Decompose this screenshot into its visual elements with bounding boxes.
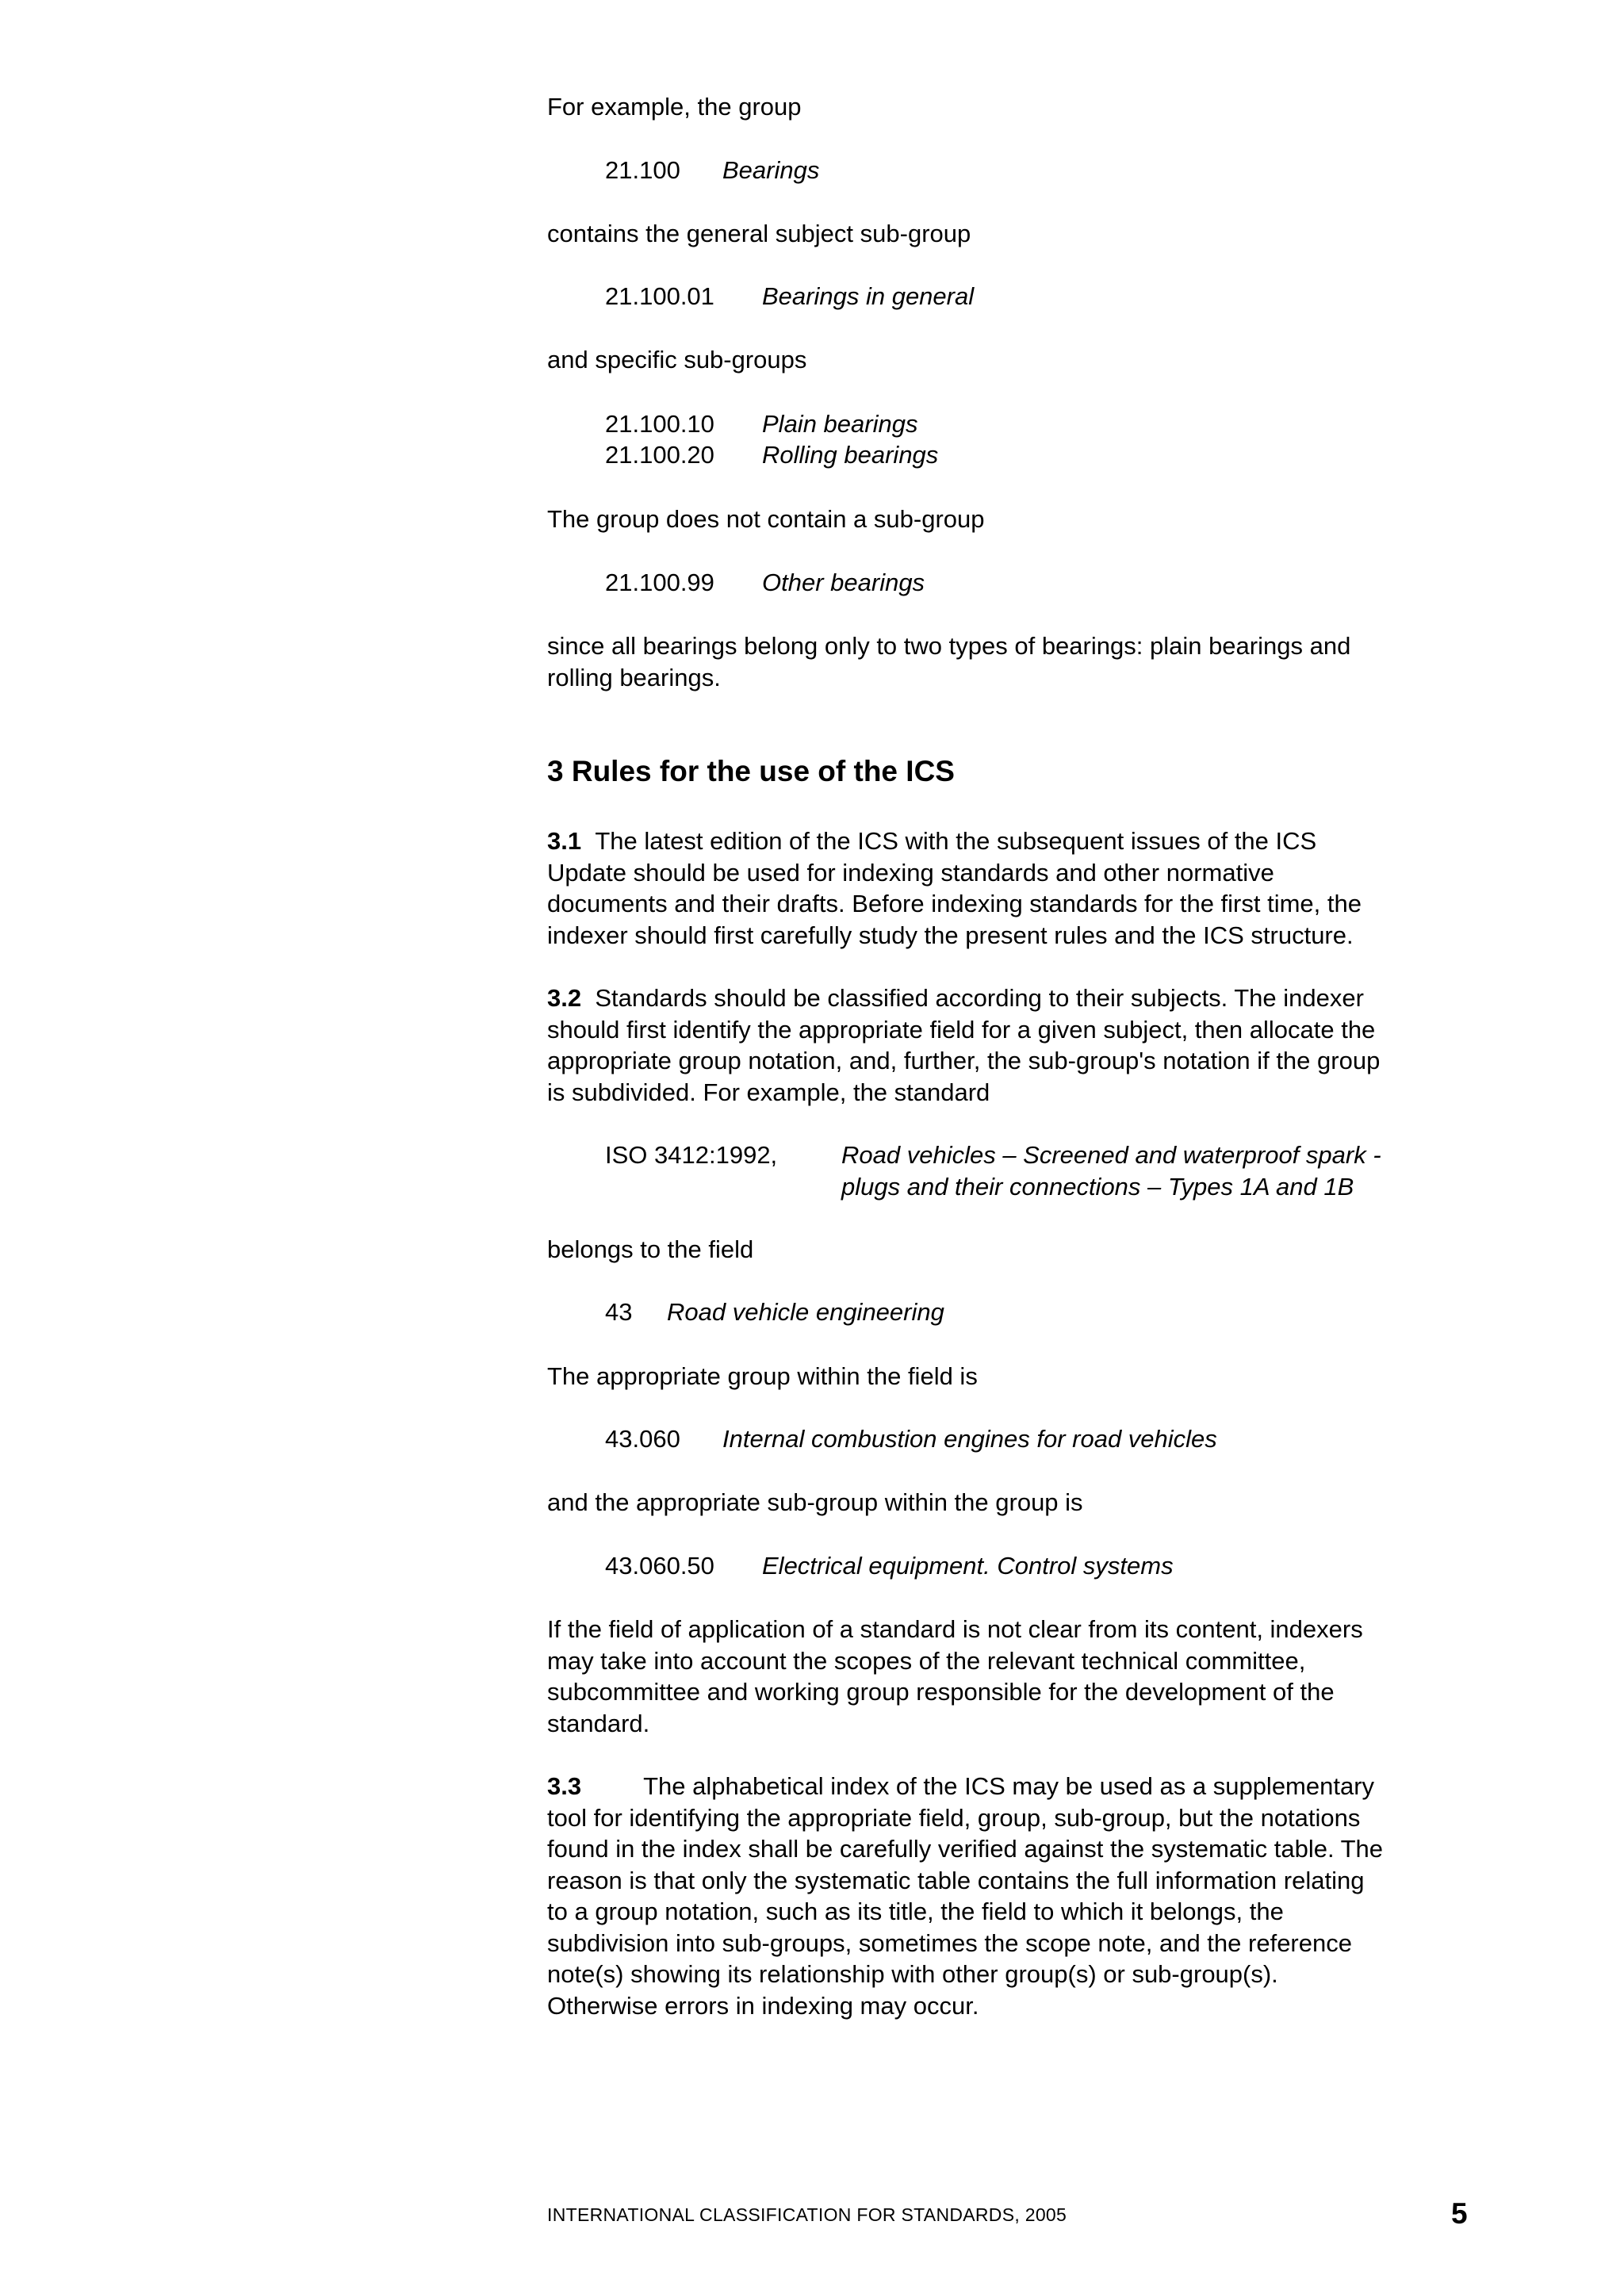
iso-title (841, 1139, 1381, 1203)
subgroup-code: 21.100.20 (605, 441, 714, 469)
group-code: 43.060 (605, 1425, 680, 1453)
paragraph-number: 3.1 (547, 827, 582, 855)
subgroup-title: Rolling bearings (762, 441, 939, 469)
paragraph-line: appropriate group notation, and, further, the sub-group's notation if the group (547, 1047, 1381, 1074)
paragraph-line: since all bearings belong only to two types of bearings: plain bearings and (547, 632, 1351, 660)
appropriate-group-text: The appropriate group within the field is (547, 1362, 978, 1390)
iso-example-entry (605, 1139, 1381, 1201)
paragraph-line: is subdivided. For example, the standard (547, 1078, 990, 1106)
field-code: 43 (605, 1298, 633, 1326)
paragraph-line: indexer should first carefully study the present rules and the ICS structure. (547, 921, 1354, 949)
subgroup-title: Electrical equipment. Control systems (762, 1552, 1174, 1580)
page-footer: INTERNATIONAL CLASSIFICATION FOR STANDARDS, 2005 (547, 2204, 1067, 2225)
paragraph-line: reason is that only the systematic table contains the full information relating (547, 1866, 1365, 1894)
subgroup-code: 21.100.01 (605, 282, 714, 310)
paragraph-number: 3.3 (547, 1772, 582, 1800)
paragraph-3-2 (547, 982, 1499, 1108)
section-heading: 3 Rules for the use of the ICS (547, 755, 955, 787)
subgroup-code: 43.060.50 (605, 1552, 714, 1580)
subgroup-entry (605, 408, 918, 440)
intro-text: For example, the group (547, 93, 802, 121)
subgroup-code: 21.100.99 (605, 569, 714, 596)
group-entry (605, 1423, 1217, 1455)
subgroup-entry (605, 567, 925, 599)
paragraph-line: The latest edition of the ICS with the subsequent issues of the ICS (595, 827, 1317, 855)
paragraph-line: tool for identifying the appropriate field, group, sub-group, but the notations (547, 1803, 1361, 1832)
contains-text: contains the general subject sub-group (547, 220, 971, 247)
paragraph-line: The alphabetical index of the ICS may be used as a supplementary (643, 1772, 1375, 1800)
paragraph-line: found in the index shall be carefully verified against the systematic table. The (547, 1835, 1384, 1863)
field-entry (605, 1296, 944, 1328)
group-code: 21.100 (605, 156, 680, 184)
belongs-text: belongs to the field (547, 1235, 754, 1263)
paragraph-line: Update should be used for indexing standards and other normative (547, 858, 1274, 887)
paragraph-3-3 (547, 1771, 1499, 2021)
paragraph-line: rolling bearings. (547, 663, 721, 691)
paragraph-line: subdivision into sub-groups, sometimes the scope note, and the reference (547, 1928, 1352, 1957)
subgroup-entry (605, 439, 939, 471)
paragraph-line: documents and their drafts. Before indexing standards for the first time, the (547, 890, 1362, 917)
group-title: Bearings (722, 156, 820, 184)
paragraph-line: subcommittee and working group responsible for the development of the (547, 1678, 1335, 1706)
subgroup-title: Other bearings (762, 569, 925, 596)
subgroup-entry (605, 281, 975, 312)
subgroup-code: 21.100.10 (605, 410, 714, 438)
paragraph-number: 3.2 (547, 984, 582, 1012)
paragraph-line: Otherwise errors in indexing may occur. (547, 1991, 979, 2020)
subgroup-entry (605, 1550, 1174, 1582)
subgroup-title: Bearings in general (762, 282, 975, 310)
paragraph-line: standard. (547, 1709, 650, 1737)
paragraph-line: should first identify the appropriate field for a given subject, then allocate the (547, 1015, 1376, 1044)
group-entry (605, 155, 820, 186)
page-number: 5 (1451, 2197, 1468, 2230)
iso-code: ISO 3412:1992, (605, 1141, 778, 1169)
paragraph-line: Standards should be classified according to their subjects. The indexer (595, 984, 1364, 1012)
not-contain-text: The group does not contain a sub-group (547, 505, 985, 533)
paragraph-line: If the field of application of a standard is not clear from its content, indexers (547, 1615, 1363, 1643)
iso-title-line: Road vehicles – Screened and waterproof spark - (841, 1141, 1381, 1169)
paragraph-3-1 (547, 825, 1499, 951)
paragraph-line: may take into account the scopes of the relevant technical committee, (547, 1646, 1306, 1675)
if-field-paragraph (547, 1614, 1499, 1739)
since-paragraph (547, 630, 1499, 693)
iso-title-line: plugs and their connections – Types 1A and 1B (841, 1173, 1354, 1201)
paragraph-line: note(s) showing its relationship with other group(s) or sub-group(s). (547, 1960, 1278, 1988)
specific-text: and specific sub-groups (547, 346, 807, 373)
appropriate-sub-text: and the appropriate sub-group within the group is (547, 1488, 1083, 1516)
paragraph-line: to a group notation, such as its title, the field to which it belongs, the (547, 1898, 1284, 1925)
field-title: Road vehicle engineering (667, 1298, 944, 1326)
subgroup-title: Plain bearings (762, 410, 918, 438)
group-title: Internal combustion engines for road vehicles (722, 1425, 1217, 1453)
